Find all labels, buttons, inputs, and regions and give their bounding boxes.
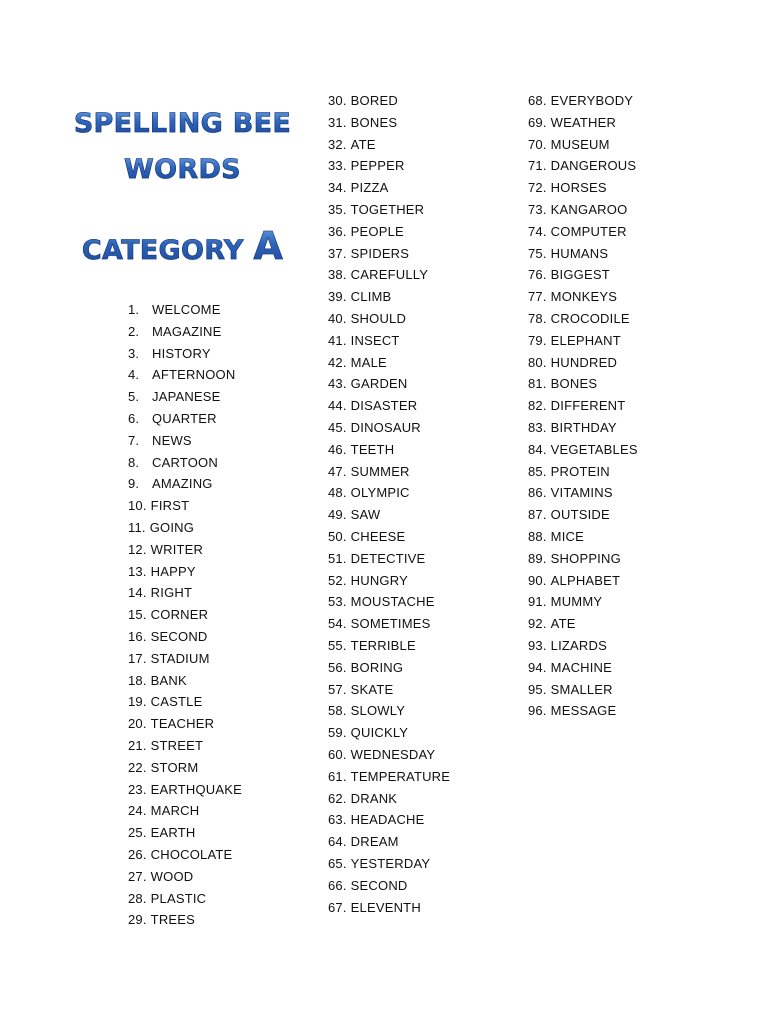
word-list-item [528,355,617,371]
word-number: 5. [128,389,140,405]
word-number: 4. [128,367,140,383]
word-text: PROTEIN [550,463,610,479]
word-list-item [128,564,196,580]
word-list-item [328,791,397,807]
word-list-item [328,464,410,480]
word-list-item [328,180,389,196]
word-text: SUMMER [350,463,410,479]
word-list-item [128,869,193,885]
word-text: DISASTER [350,398,418,414]
word-number: 33. [328,158,347,174]
word-list-item [528,333,621,349]
word-text: FIRST [150,498,190,514]
word-text: VEGETABLES [550,441,638,457]
word-text: TEMPERATURE [350,768,451,784]
word-text: BIRTHDAY [550,420,617,435]
word-number: 45. [328,420,347,435]
word-number: 2. [128,323,140,339]
word-number: 44. [328,398,347,414]
word-list-item [528,529,584,545]
word-text: MUSEUM [550,136,610,152]
word-number: 40. [328,311,347,326]
word-text: LIZARDS [550,638,607,653]
word-list-item [128,346,211,362]
word-number: 24. [128,803,147,819]
word-text: RIGHT [150,585,193,601]
word-number: 18. [128,672,147,688]
word-list-item [328,682,393,698]
word-text: SLOWLY [350,703,406,719]
word-number: 78. [528,311,547,326]
word-number: 43. [328,376,347,392]
word-list-item [328,769,450,785]
word-number: 47. [328,463,347,479]
word-text: EVERYBODY [550,93,634,108]
word-number: 60. [328,747,347,762]
word-number: 38. [328,267,347,283]
word-number: 64. [328,834,347,850]
word-list-item [328,594,435,610]
word-text: DANGEROUS [550,158,637,174]
word-list-item [128,694,202,710]
word-number: 3. [128,345,140,361]
word-text: PIZZA [350,180,389,196]
word-number: 13. [128,563,147,579]
word-number: 19. [128,694,147,710]
word-list-item [328,355,387,371]
word-number: 90. [528,572,547,588]
word-text: BANK [150,672,187,688]
word-list-item [128,891,206,907]
word-text: ALPHABET [550,572,621,588]
word-number: 88. [528,529,547,544]
word-text: COMPUTER [550,223,627,239]
word-list-item [528,682,613,698]
word-list-item [328,834,399,850]
word-number: 80. [528,354,547,370]
word-text: GOING [149,520,195,535]
word-list-item [528,703,616,719]
word-text: SMALLER [550,681,613,697]
word-list-item [328,900,421,916]
word-number: 10. [128,498,147,514]
word-list-item [128,782,242,798]
word-text: HISTORY [152,345,211,361]
word-text: SPIDERS [350,245,410,261]
word-list-item [528,551,621,567]
word-number: 31. [328,114,347,130]
word-number: 71. [528,158,547,174]
word-text: CHOCOLATE [150,847,233,862]
word-text: SHOPPING [550,550,621,566]
word-list-item [328,485,410,501]
word-list-item [128,803,199,819]
word-text: AMAZING [152,476,213,492]
word-number: 79. [528,332,547,348]
word-list-item [328,551,425,567]
word-number: 9. [128,476,140,492]
word-number: 83. [528,420,547,435]
word-text: HEADACHE [350,812,425,828]
word-text: JAPANESE [152,389,221,405]
word-number: 20. [128,716,147,732]
word-list-item [328,137,376,153]
title-line-words: WORDS [0,154,365,185]
word-text: QUARTER [152,411,217,426]
word-text: BORING [350,659,404,675]
word-number: 54. [328,616,347,632]
word-list-item [528,158,636,174]
word-list-item [128,912,195,928]
word-text: MESSAGE [550,703,617,719]
word-text: MICE [550,529,584,544]
word-number: 6. [128,411,140,426]
word-list-item [128,520,194,536]
word-list-item [328,812,425,828]
word-list-item [128,542,203,558]
word-number: 92. [528,616,547,632]
word-list-item [128,433,192,449]
word-text: INSECT [350,332,400,348]
word-number: 26. [128,847,147,862]
word-list-item [128,585,192,601]
word-list-item [528,224,627,240]
word-text: SAW [350,507,381,523]
word-text: STORM [150,759,199,775]
word-text: HAPPY [150,563,196,579]
word-number: 82. [528,398,547,414]
word-text: WEDNESDAY [350,747,436,762]
word-number: 86. [528,485,547,501]
word-text: KANGAROO [550,202,628,217]
word-number: 57. [328,681,347,697]
word-list-item [328,311,406,327]
word-list-item [528,311,630,327]
word-list-item [128,651,210,667]
word-number: 48. [328,485,347,501]
word-list-item [128,455,218,471]
word-number: 8. [128,454,140,470]
word-text: MACHINE [550,659,613,675]
word-text: BORED [350,93,398,108]
word-number: 84. [528,441,547,457]
word-number: 59. [328,725,347,741]
word-number: 70. [528,136,547,152]
word-list-item [328,703,405,719]
word-text: CHEESE [350,529,406,544]
word-list-item [328,747,435,763]
word-list-item [328,442,394,458]
word-text: BONES [550,376,598,392]
word-number: 74. [528,223,547,239]
word-list-item [528,616,576,632]
word-number: 42. [328,354,347,370]
word-number: 94. [528,659,547,675]
word-text: QUICKLY [350,725,409,741]
word-list-item [528,93,633,109]
word-list-item [328,725,408,741]
word-list-item [128,825,196,841]
word-number: 53. [328,594,347,610]
word-text: MALE [350,354,387,370]
word-list-item [328,660,403,676]
word-text: HUNGRY [350,572,408,588]
word-list-item [528,376,597,392]
word-list-item [528,202,627,218]
word-list-item [528,638,607,654]
word-text: TEETH [350,441,395,457]
word-list-item [128,716,214,732]
word-text: PEPPER [350,158,405,174]
word-number: 22. [128,759,147,775]
word-text: BIGGEST [550,267,610,283]
word-text: PLASTIC [150,890,207,906]
word-number: 21. [128,738,147,753]
word-text: PEOPLE [350,223,404,239]
word-number: 87. [528,507,547,523]
word-number: 11. [128,520,146,535]
word-list-item [528,398,625,414]
word-number: 37. [328,245,347,261]
word-number: 16. [128,629,147,644]
word-number: 73. [528,202,547,217]
word-number: 52. [328,572,347,588]
word-list-item [328,158,405,174]
word-text: MAGAZINE [152,323,222,339]
word-number: 61. [328,768,347,784]
word-text: DETECTIVE [350,550,426,566]
word-list-item [328,638,416,654]
word-number: 81. [528,376,547,392]
word-text: NEWS [152,432,192,448]
word-list-item [128,367,235,383]
word-list-item [328,529,405,545]
word-text: AFTERNOON [152,367,236,383]
word-text: STADIUM [150,650,210,666]
word-number: 77. [528,289,547,305]
word-number: 14. [128,585,147,601]
word-text: MUMMY [550,594,603,610]
word-text: SECOND [350,877,408,893]
word-list-item [528,246,608,262]
word-text: HUNDRED [550,354,618,370]
word-text: TOGETHER [350,202,425,217]
word-number: 69. [528,114,547,130]
word-text: CARTOON [152,454,218,470]
word-text: DIFFERENT [550,398,626,414]
word-text: BONES [350,114,398,130]
word-text: WELCOME [152,302,221,317]
word-text: WEATHER [550,114,617,130]
word-number: 76. [528,267,547,283]
word-number: 62. [328,790,347,806]
word-list-item [328,224,404,240]
word-number: 30. [328,93,347,108]
word-text: SKATE [350,681,394,697]
word-number: 34. [328,180,347,196]
word-text: ELEPHANT [550,332,621,348]
word-list-item [328,507,380,523]
word-list-item [128,324,222,340]
word-text: ATE [550,616,576,632]
word-number: 7. [128,432,140,448]
word-number: 35. [328,202,347,217]
word-number: 85. [528,463,547,479]
word-number: 28. [128,890,147,906]
word-number: 1. [128,302,140,317]
word-number: 49. [328,507,347,523]
word-number: 91. [528,594,547,610]
word-text: MOUSTACHE [350,594,435,610]
word-text: STREET [150,738,204,753]
word-list-item [128,411,217,427]
word-text: OLYMPIC [350,485,410,501]
word-list-item [528,289,617,305]
category-heading [0,224,365,268]
word-list-item [128,389,221,405]
word-list-item [528,267,610,283]
word-number: 32. [328,136,347,152]
word-text: HUMANS [550,245,609,261]
word-list-item [328,93,398,109]
word-number: 17. [128,650,147,666]
word-number: 65. [328,856,347,871]
word-number: 63. [328,812,347,828]
word-text: SHOULD [350,311,407,326]
word-list-item [328,420,421,436]
word-text: VITAMINS [550,485,613,501]
word-list-item [528,464,610,480]
word-text: SECOND [150,629,208,644]
word-list-item [128,607,208,623]
word-text: TEACHER [150,716,215,732]
word-number: 56. [328,659,347,675]
word-number: 68. [528,93,547,108]
word-list-item [528,420,617,436]
word-number: 89. [528,550,547,566]
word-text: OUTSIDE [550,507,610,523]
word-number: 66. [328,877,347,893]
word-list-item [128,847,232,863]
word-number: 15. [128,607,147,623]
category-letter: A [253,224,284,268]
word-text: YESTERDAY [350,856,431,871]
word-list-item [328,376,408,392]
word-text: DRANK [350,790,398,806]
word-list-item [328,202,424,218]
word-number: 27. [128,868,147,884]
word-list-item [328,573,408,589]
word-number: 39. [328,289,347,305]
word-list-item [328,333,400,349]
word-list-item [128,629,208,645]
word-number: 12. [128,541,147,557]
word-list-item [128,476,213,492]
word-text: CAREFULLY [350,267,429,283]
word-list-item [528,180,607,196]
word-number: 58. [328,703,347,719]
word-number: 55. [328,638,347,653]
word-number: 41. [328,332,347,348]
word-text: SOMETIMES [350,616,431,632]
word-text: TERRIBLE [350,638,416,653]
word-text: ATE [350,136,376,152]
word-list-item [328,398,417,414]
word-text: HORSES [550,180,607,196]
word-number: 95. [528,681,547,697]
word-text: DREAM [350,834,399,850]
word-number: 36. [328,223,347,239]
word-list-item [128,673,187,689]
word-text: MARCH [150,803,200,819]
word-text: EARTH [150,825,196,841]
word-list-item [528,115,616,131]
word-text: EARTHQUAKE [150,781,243,797]
word-list-item [528,573,620,589]
word-list-item [528,660,612,676]
word-list-item [328,246,409,262]
word-text: TREES [150,912,196,928]
word-list-item [328,289,391,305]
word-list-item [528,594,602,610]
word-list-item [528,442,638,458]
word-number: 75. [528,245,547,261]
word-text: CASTLE [150,694,203,710]
word-text: CORNER [150,607,209,623]
word-list-item [128,498,189,514]
category-label: CATEGORY [81,235,244,266]
word-number: 93. [528,638,547,653]
word-text: ELEVENTH [350,899,421,915]
word-text: CROCODILE [550,311,630,326]
word-number: 29. [128,912,147,928]
word-number: 50. [328,529,347,544]
word-text: DINOSAUR [350,420,421,435]
word-text: WOOD [150,868,194,884]
word-list-item [328,115,397,131]
word-list-item [128,760,198,776]
word-list-item [528,137,610,153]
word-number: 72. [528,180,547,196]
title-line-spelling-bee: SPELLING BEE [0,108,365,139]
word-list-item [528,485,613,501]
word-number: 67. [328,899,347,915]
word-number: 96. [528,703,547,719]
word-text: GARDEN [350,376,408,392]
word-number: 46. [328,441,347,457]
word-list-item [528,507,610,523]
word-list-item [128,302,221,318]
word-text: CLIMB [350,289,392,305]
word-list-item [328,616,430,632]
word-text: WRITER [150,541,204,557]
word-number: 25. [128,825,147,841]
word-number: 23. [128,781,147,797]
word-list-item [328,267,428,283]
word-number: 51. [328,550,347,566]
word-text: MONKEYS [550,289,618,305]
word-list-item [128,738,203,754]
word-list-item [328,878,408,894]
word-list-item [328,856,430,872]
